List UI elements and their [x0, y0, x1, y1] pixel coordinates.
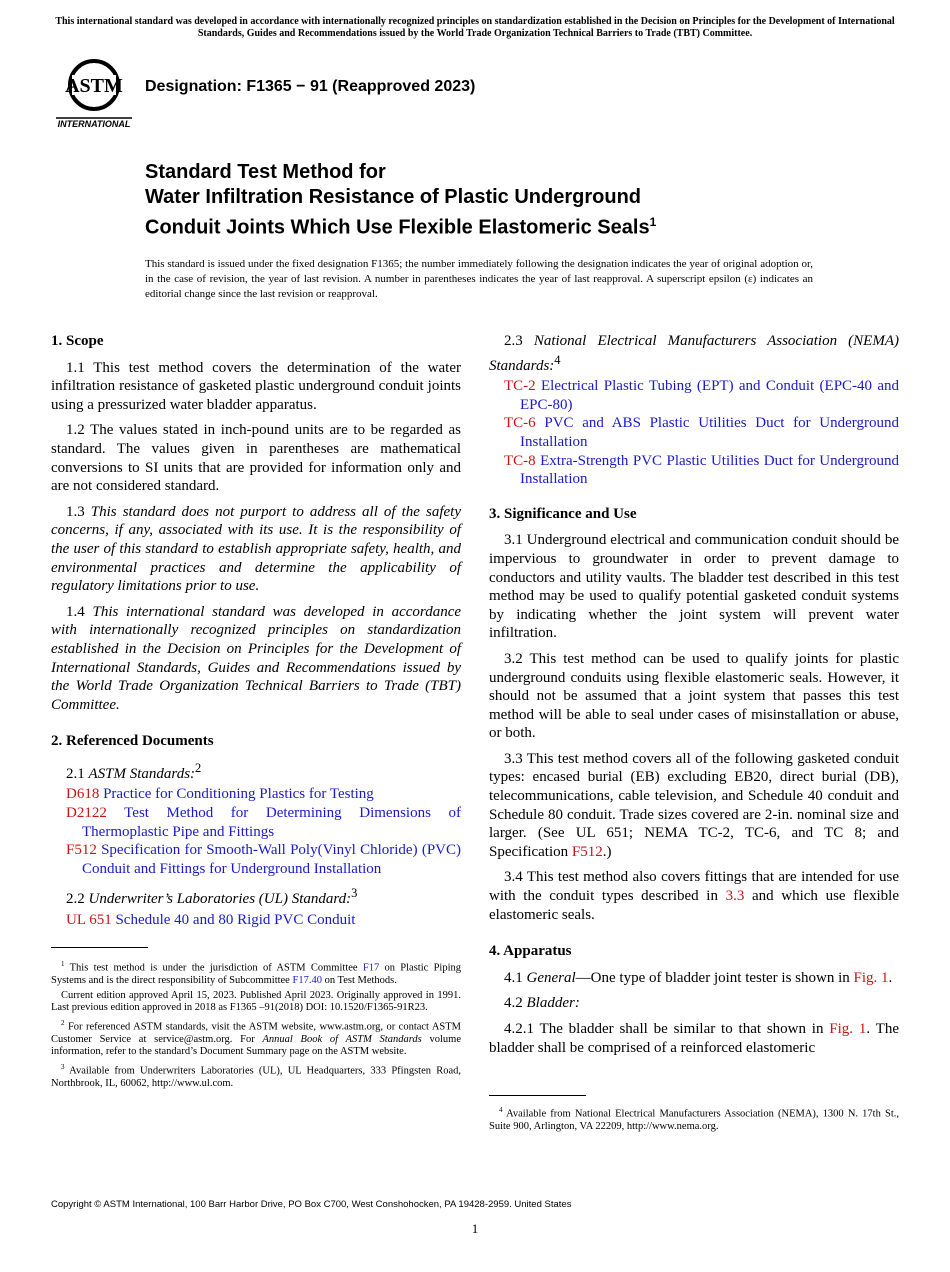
nema-ref-list: [489, 377, 899, 489]
issued-note: This standard is issued under the fixed designation F1365; the number immediately following the designation indicates the year of original adoption or, in the case of revision, the year of last revision. A number in parentheses indicates the year of last reapproval. A superscript epsilon (ε) indicates an editorial change since the last revision or reapproval.: [145, 258, 813, 300]
para-1-2: 1.2 The values stated in inch-pound units are to be regarded as standard. The values given in parentheses are mathematical conversions to SI units that are provided for information only and are not considered standard.: [51, 422, 461, 495]
ref-title[interactable]: Schedule 40 and 80 Rigid PVC Conduit: [115, 912, 356, 929]
para-1-3-num: 1.3: [66, 503, 85, 520]
para-4-2-1: [489, 1020, 899, 1057]
para-1-1: 1.1 This test method covers the determination of the water infiltration resistance of gasketed plastic underground conduit joints using a pressurized water bladder apparatus.: [51, 359, 461, 413]
footnote-rule: [489, 1095, 586, 1096]
title-line-3: [145, 210, 865, 241]
ref-code[interactable]: UL 651: [66, 912, 112, 929]
para-2-3-text: National Electrical Manufacturers Association (NEMA) Standards:: [489, 333, 899, 374]
title-footnote-mark: 1: [649, 215, 657, 229]
footnote-mark: 2: [61, 1018, 65, 1027]
left-footnotes: [51, 958, 461, 1092]
para-2-1: [51, 759, 461, 784]
para-1-3-text: This standard does not purport to address all of the safety concerns, if any, associated with its use. It is the responsibility of the user of this standard to establish appropriate safety, health, and environmental practices and determine the applicability of regulatory limitations prior to use.: [51, 503, 461, 595]
para-2-2-sup: 3: [351, 886, 358, 901]
section-4-heading: 4. Apparatus: [489, 943, 572, 960]
ref-item[interactable]: [489, 452, 899, 489]
ref-item[interactable]: [51, 911, 461, 930]
footnote-mark: 4: [499, 1106, 503, 1114]
section-2-heading: 2. Referenced Documents: [51, 733, 214, 750]
ref-item[interactable]: [489, 414, 899, 451]
fn-text: For referenced ASTM standards, visit the ASTM website, www.astm.org, or contact ASTM Customer Service at service@astm.org. For: [51, 1021, 462, 1045]
ref-title[interactable]: Practice for Conditioning Plastics for Testing: [103, 786, 374, 803]
para-text: 3.4 This test method also covers fittings that are intended for use with the conduit types described in: [489, 869, 899, 905]
fn-text: Available from Underwriters Laboratories (UL), UL Headquarters, 333 Pfingsten Road, Northbrook, IL, 60062, http://www.ul.com.: [51, 1065, 461, 1089]
para-2-1-text: ASTM Standards:: [88, 765, 196, 782]
ref-code[interactable]: TC-8: [504, 452, 536, 469]
ref-code[interactable]: D2122: [66, 805, 107, 822]
para-1-4-num: 1.4: [66, 603, 85, 620]
ref-title[interactable]: Test Method for Determining Dimensions of Thermoplastic Pipe and Fittings: [82, 805, 462, 840]
ref-title[interactable]: PVC and ABS Plastic Utilities Duct for Underground Installation: [520, 415, 899, 450]
ref-title[interactable]: Specification for Smooth-Wall Poly(Vinyl Chloride) (PVC) Conduit and Fittings for Underground Installation: [82, 842, 461, 877]
left-column: [51, 332, 461, 930]
footnote-mark: 1: [61, 960, 65, 968]
ref-item[interactable]: [51, 785, 461, 804]
ref-code[interactable]: D618: [66, 786, 100, 803]
footnote-rule: [51, 947, 148, 948]
para-1-3: [51, 503, 461, 596]
para-2-2-num: 2.2: [66, 891, 85, 908]
fn-text: This test method is under the jurisdiction of ASTM Committee: [69, 962, 358, 974]
section-link[interactable]: 3.3: [725, 888, 745, 905]
fn-text: Annual Book of ASTM Standards: [262, 1033, 422, 1045]
ref-item[interactable]: [51, 841, 461, 878]
section-3-heading: 3. Significance and Use: [489, 505, 637, 522]
ref-code[interactable]: TC-2: [504, 378, 536, 395]
para-text: .: [888, 969, 893, 986]
footnote-1-edition: Current edition approved April 15, 2023. Published April 2023. Originally approved in 1991. Last previous edition approved in 2018 as F1365 –91(2018) DOI: 10.1520/F1365-91R23.: [51, 989, 461, 1013]
para-4-2: [489, 994, 899, 1013]
header-notice: This international standard was developed in accordance with internationally recognized principles on standardization established in the Decision on Principles for the Development of International Standards, Guides and Recommendations issued by the World Trade Organization Technical Barriers to Trade (TBT) Committee.: [55, 16, 895, 39]
para-2-3: [489, 332, 899, 375]
ref-item[interactable]: [51, 804, 461, 841]
footnote-3: [51, 1061, 461, 1091]
astm-logo-icon: [54, 55, 134, 131]
para-1-4: [51, 603, 461, 715]
para-text: —One type of bladder joint tester is shown in: [575, 969, 850, 986]
figure-link[interactable]: Fig. 1: [853, 969, 889, 986]
logo-text: INTERNATIONAL: [57, 119, 131, 129]
para-text: 3.3 This test method covers all of the following gasketed conduit types: encased burial (EB) excluding EB20, direct burial (DB), telecommunications, cable television, and Schedule 40 conduit and Schedule 80 conduit. Trade sizes covered are 2-in. nominal size and larger. (See UL 651; NEMA TC-2, TC-6, and TC 8; and Specification: [489, 750, 899, 860]
fn-text: Available from National Electrical Manufacturers Association (NEMA), 1300 N. 17th St., Suite 900, Arlington, VA 22209, http://www.nema.org.: [489, 1108, 899, 1132]
fn-link[interactable]: F17: [362, 962, 380, 974]
para-text: Bladder:: [526, 995, 580, 1012]
right-footnotes: [489, 1104, 899, 1136]
title-line-1: Standard Test Method for: [145, 161, 386, 183]
para-3-3: [489, 750, 899, 862]
footnote-1: [51, 958, 461, 988]
page-title: [145, 160, 865, 241]
para-2-3-sup: 4: [554, 352, 561, 367]
para-1-4-text: This international standard was developed in accordance with internationally recognized principles on standardization established in the Decision on Principles for the Development of International Standards, Guides and Recommendations issued by the World Trade Organization Technical Barriers to Trade (TBT) Committee.: [51, 603, 462, 713]
para-text: . The bladder shall be comprised of a reinforced elastomeric: [489, 1021, 899, 1056]
para-num: 4.1: [504, 969, 523, 986]
fn-link[interactable]: F17.40: [292, 975, 322, 986]
para-3-4: [489, 868, 899, 924]
para-2-3-num: 2.3: [504, 333, 523, 349]
footnote-4: [489, 1104, 899, 1134]
para-3-1: 3.1 Underground electrical and communication conduit should be impervious to groundwater in order to prevent damage to conductors and utility vaults. The bladder test described in this test method may be used to qualify potential gasketed conduit systems by indicating whether the joint system will prevent water infiltration.: [489, 532, 899, 642]
title-line-2: Water Infiltration Resistance of Plastic Underground: [145, 186, 641, 208]
section-1-heading: 1. Scope: [51, 333, 104, 349]
fn-text: on Plastic Piping Systems and is the direct responsibility of Subcommittee: [51, 962, 462, 986]
ref-code[interactable]: TC-6: [504, 415, 536, 432]
para-text: .): [602, 843, 612, 860]
page-number: 1: [471, 1221, 479, 1236]
para-2-2-text: Underwriter’s Laboratories (UL) Standard:: [88, 891, 352, 908]
para-2-1-sup: 2: [195, 760, 202, 775]
para-2-2: [51, 884, 461, 909]
ref-title[interactable]: Electrical Plastic Tubing (EPT) and Conduit (EPC-40 and EPC-80): [520, 378, 900, 413]
ref-code[interactable]: F512: [66, 842, 97, 859]
ref-title[interactable]: Extra-Strength PVC Plastic Utilities Duct for Underground Installation: [520, 452, 899, 488]
para-4-1: [489, 969, 899, 988]
fn-text: on Test Methods.: [324, 975, 397, 986]
footnote-mark: 3: [61, 1062, 65, 1071]
para-text: 4.2.1 The bladder shall be similar to that shown in: [504, 1021, 824, 1037]
footnote-2: [51, 1017, 461, 1059]
spec-link[interactable]: F512: [571, 843, 603, 860]
para-num: 4.2: [504, 995, 523, 1012]
ref-item[interactable]: [489, 377, 899, 414]
figure-link[interactable]: Fig. 1: [829, 1021, 867, 1037]
para-text: General: [526, 969, 576, 986]
fn-text: volume information, refer to the standard’s Document Summary page on the ASTM website.: [51, 1033, 462, 1057]
right-column: [489, 332, 899, 1064]
astm-ref-list: [51, 785, 461, 878]
para-3-2: 3.2 This test method can be used to qualify joints for plastic underground conduits using flexible elastomeric seals. However, it should not be assumed that a joint system that passes this test method will be able to seal under cases of misinstallation or abuse, or both.: [489, 650, 899, 742]
copyright: Copyright © ASTM International, 100 Barr Harbor Drive, PO Box C700, West Conshohocken, PA 19428-2959. United States: [51, 1199, 572, 1210]
logo-mark: ASTM: [65, 75, 123, 97]
title-line-3-text: Conduit Joints Which Use Flexible Elastomeric Seals: [145, 216, 650, 239]
para-2-1-num: 2.1: [66, 765, 85, 782]
para-text: and which use flexible elastomeric seals.: [489, 888, 900, 923]
designation: Designation: F1365 − 91 (Reapproved 2023): [145, 78, 476, 95]
